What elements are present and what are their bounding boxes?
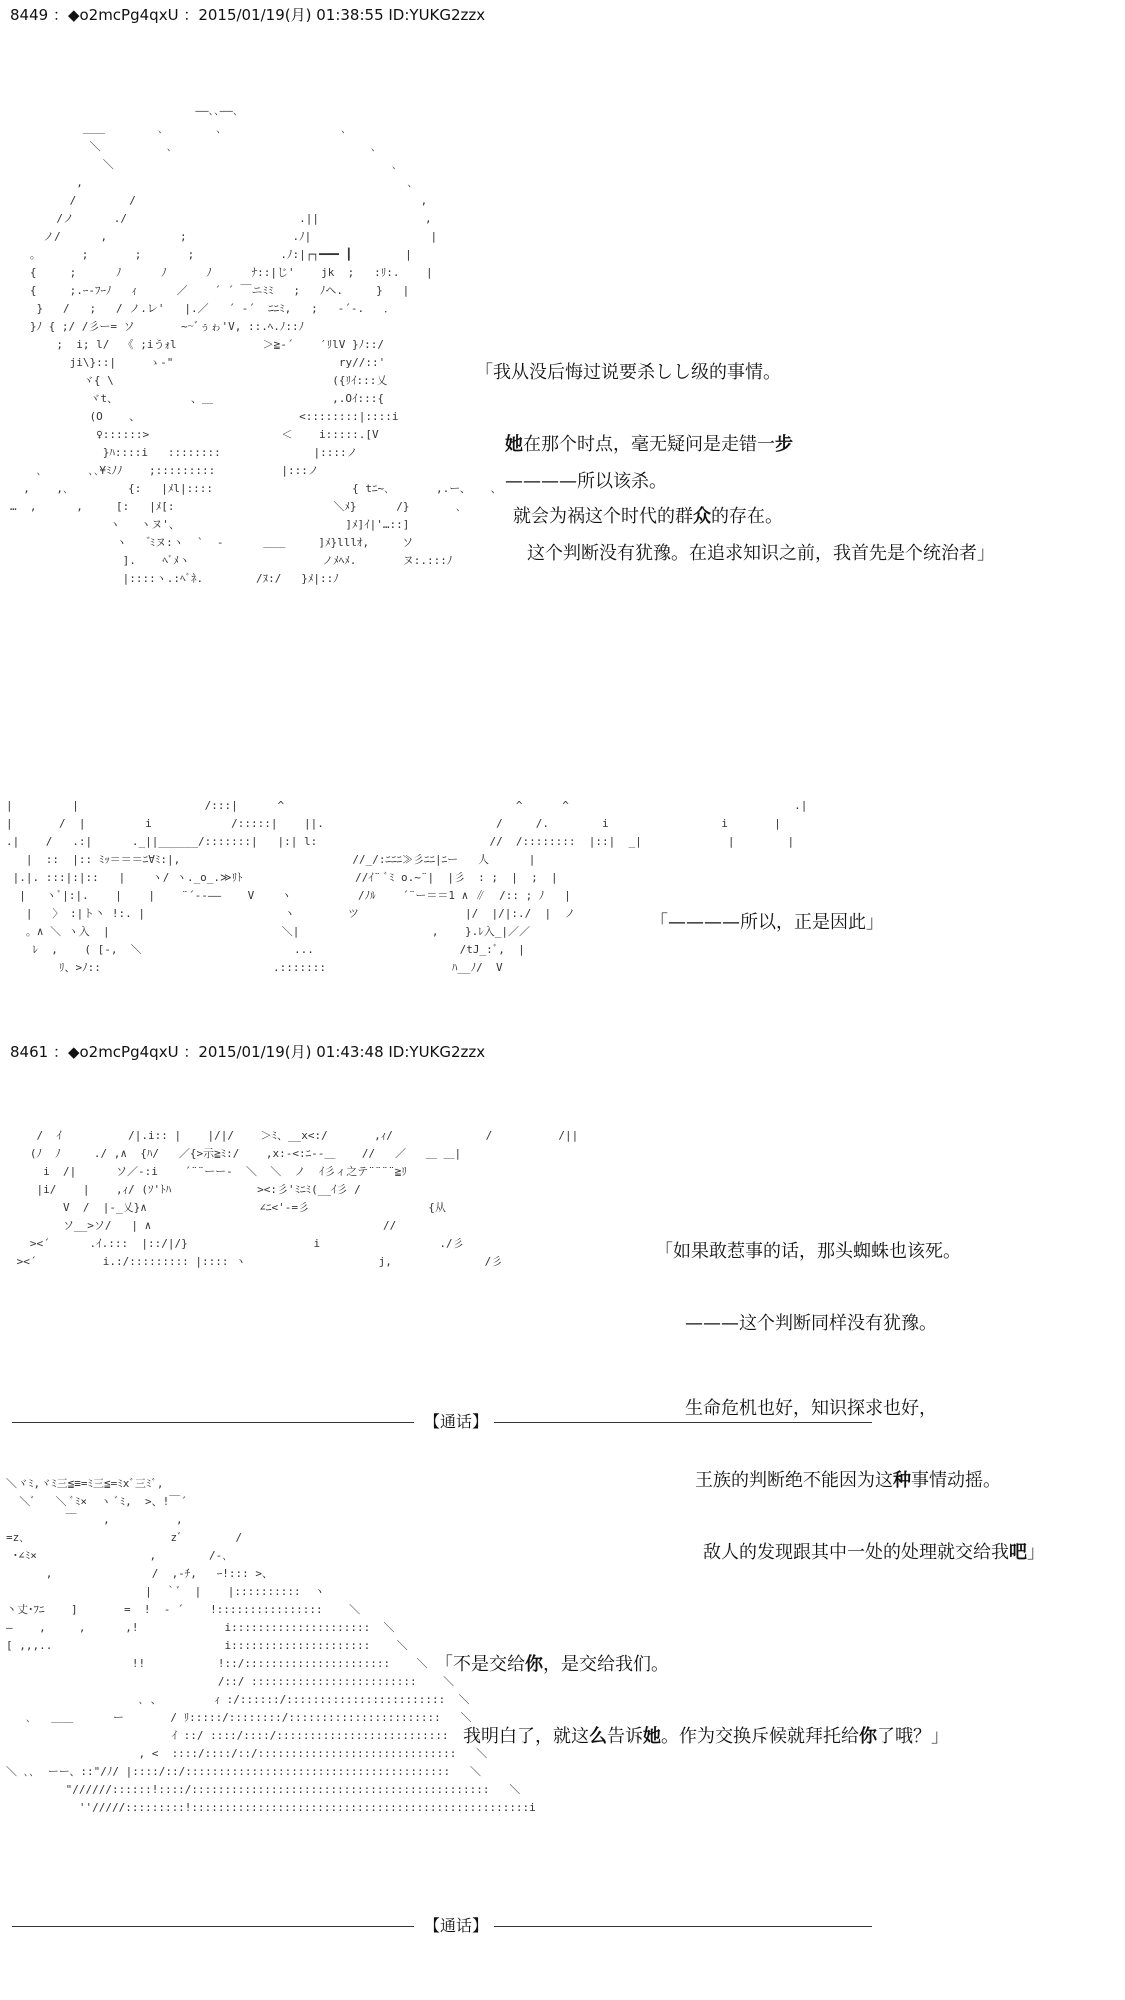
dialogue-line xyxy=(655,1469,1045,1493)
dialogue-line xyxy=(655,1541,1045,1565)
dialogue-line: ————所以该杀。 xyxy=(505,471,667,492)
dialogue-text: 告诉 xyxy=(607,1726,643,1747)
dialogue-line: 「如果敢惹事的话，那头蜘蛛也该死。 xyxy=(655,1241,961,1262)
dialogue-block xyxy=(650,863,884,959)
ascii-art-spider: / ｲ /|.i:: | |/|/ ＞ﾐ、__x<:/ ,ｨ/ / /|| (ﾉ ﾉ ./ ,∧ {ﾊ/ ／{>示≧ﾐ:/ ,x:-<:ﾆ--＿ // ／ ＿ ＿| i /| ソ／-:i ´¨¨ーー- ＼ ＼ ノ ｲ彡ィ之テ¨¨¨¨≧ﾘ |i/ | ,ｨ/ (ｿ'ﾄﾊ ><:彡'ﾐﾆﾐ(__ｲ彡 / V / |-_乂}∧ ∠ﾆ<'-=彡 {从 ソ__>ソ/ | ∧ // ><´ .ｲ.::: |::/|/} i ./彡 ><´ i.:/::::::::: |:::: ヽ j, /彡 xyxy=(16,1129,579,1268)
post-header: 8449 ：◆o2mcPg4qxU ：2015/01/19(月) 01:38:55 ID:YUKG2zzx xyxy=(10,6,486,24)
dialogue-text: ，是交给我们。 xyxy=(543,1654,669,1675)
dialogue-line: 生命危机也好，知识探求也好， xyxy=(685,1398,937,1419)
divider-rule xyxy=(494,1926,872,1927)
dialogue-text: 的存在。 xyxy=(711,506,783,527)
emphasis-text: 吧 xyxy=(1009,1542,1027,1563)
divider-rule xyxy=(494,1422,872,1423)
ascii-art-portrait: ――､､――､ ＿＿ ､ ､ ､ ＼ ､ ､ ＼ ､ , ､ / / , /ノ ./ .|| , ノ/ , ; .ﾉ| | ｡ ; ; ; .ﾉ:|┌┐━━━ ┃ | { ; ﾉ ﾉ ﾉ ﾅ::|じ' jk ; :ﾘ:. | { ;.ｰ-ﾌｰﾉ ｨ ／ ´ ´ ￣ニﾐﾐ ; ﾉヘ. } | } / ; / ノ.レ' |.／ ´ ‐´ ﾆﾆﾐ, ; ‐´‐. ． }ﾉ { ;/ /彡ー= ソ ~~ﾞぅゎ'V, ::.ﾍ.ﾉ::ﾉ ; i; l/ 《 ;iうｫl ＞≧-´ ′ﾘlV }ﾉ::/ ji\}::| ゝ-" ry//::' ヾ{ \ ({ﾘｲ:::乂 ヾt、 、＿ ,.Oｲ:::{ (O 、 <::::::::|::::i ♀::::::> ＜ i:::::.[V }ﾊ::::i :::::::: |::::ノ ､ ､､¥ﾐﾉﾉ ;::::::::: |:::ノ , ,､ {: |ﾒl|:::: { tﾆ~､ ,.ー、 、 … , , [: |ﾒ[: ＼ﾒ} /} ､ ヽ ヽヌ'、 ]ﾒ]ｲ|'…::] ヽ ゙ﾐヌ:ヽ ` - ＿＿ ]ﾒ}lllｵ, ソ ]. ﾍﾞﾒヽ ノﾒﾍﾒ. ヌ:.:::ﾉ |::::ヽ.:ﾍﾞﾈ. /ﾇ:/ }ﾒ|::ﾉ xyxy=(10,104,502,585)
dialogue-line xyxy=(435,1653,949,1677)
post-header: 8461 ：◆o2mcPg4qxU ：2015/01/19(月) 01:43:48 ID:YUKG2zzx xyxy=(10,1043,486,1061)
emphasis-text: 么 xyxy=(589,1726,607,1747)
section-divider xyxy=(12,1916,872,1936)
emphasis-text: 步 xyxy=(775,434,793,455)
emphasis-text: 你 xyxy=(525,1654,543,1675)
divider-rule xyxy=(12,1422,414,1423)
emphasis-text: 众 xyxy=(693,506,711,527)
dialogue-line: ———这个判断同样没有犹豫。 xyxy=(685,1313,937,1334)
dialogue-block xyxy=(505,422,995,590)
dialogue-block xyxy=(435,1605,949,1773)
dialogue-text: 就会为祸这个时代的群 xyxy=(513,506,693,527)
dialogue-text: 了哦？」 xyxy=(877,1726,949,1747)
dialogue-line: 这个判断没有犹豫。在追求知识之前，我首先是个统治者」 xyxy=(527,543,995,564)
section-divider xyxy=(12,1412,872,1432)
dialogue-text: 我明白了，就这 xyxy=(463,1726,589,1747)
dialogue-text: 敌人的发现跟其中一处的处理就交给我 xyxy=(703,1542,1009,1563)
ascii-art-hands: | | /:::| ^ ^ ^ .| | / | i /:::::| ||. / /. i i | .| / .:| ._||______/:::::::| |:| l: // /:::::::: |::| _| | | | :: |:: ﾐｯ＝＝＝ﾆ∀ﾐ:|, //_/:ﾆﾆﾆ≫彡ﾆﾆ|ﾆー 人 | |.|. :::|:|:: | ヽ/ ヽ._o_.≫ﾘﾄ //ｲ¨ ﾞﾐ o.~¨| |彡 : ; | ; | | ヽﾞ|:|. | | ¨´‐-―― V ヽ /ﾉﾙ ´¨ー＝＝1 ∧ ∥ /:: ; ﾉ | | 〉 :|ト丶 !:. | ヽ ツ |/ |/|:./ | ノ 。∧ ＼ ヽ入 | ＼| , }.ﾚ入_|／／ ﾚ , ( [-, ＼ ... /tJ_:ﾞ, | ﾘ、>ﾉ:: .::::::: ﾊ__ﾉ/ V xyxy=(6,799,808,974)
emphasis-text: 她 xyxy=(643,1726,661,1747)
dialogue-text: 。作为交换斥候就拜托给 xyxy=(661,1726,859,1747)
dialogue-line: 「————所以，正是因此」 xyxy=(650,912,884,933)
ascii-art-phone-call: ＼ヾﾐ,ヾﾐ三≦≡=ﾐ三≦=ﾐxﾞ三ﾐﾞ, ＼ﾞ ＼ ﾞﾐ× ヽ ﾞﾐ, >、!￣´ ￣ , , =z､ zﾞ / ･∠ﾐ× , /-､ , / ,-ﾁ, ｰ!::: >、 | ｀ﾞ | |:::::::::: ヽ 丶丈･ﾌﾆ ] = ! ‐ ´ !:::::::::::::::: ＼ ― , , ,! i::::::::::::::::::::: ＼ [ ,,,.. i::::::::::::::::::::: ＼ !! !::/:::::::::::::::::::::: ＼ /::/ ::::::::::::::::::::::::: ＼ ､ 、 ｨ :/::::::/:::::::::::::::::::::::: ＼ ､ ＿＿ ー / ﾘ:::::/::::::::/::::::::::::::::::::::: ＼ ｲ ::/ ::::/::::/:::::::::::::::::::::::::: ＼ , < ::::/::::/::/:::::::::::::::::::::::::::::: ＼ ＼ ､､ ーー、::"/ﾉ/ |::::/::/:::::::::::::::::::::::::::::::::::::::: ＼ "//////::::::!::::/::::::::::::::::::::::::::::::::::::::::::::: ＼ ''/////:::::::::!:::::::::::::::::::::::::::::::::::::::::::::::::::i xyxy=(6,1477,536,1814)
dialogue-line xyxy=(435,1725,949,1749)
emphasis-text: 种 xyxy=(893,1470,911,1491)
divider-rule xyxy=(12,1926,414,1927)
divider-label: 【通话】 xyxy=(424,1916,489,1935)
emphasis-text: 你 xyxy=(859,1726,877,1747)
dialogue-text: 事情动摇。 xyxy=(911,1470,1001,1491)
dialogue-text: 」 xyxy=(1027,1542,1045,1563)
divider-label: 【通话】 xyxy=(424,1412,489,1431)
dialogue-text: 「不是交给 xyxy=(435,1654,525,1675)
dialogue-line: 「我从没后悔过说要杀しし级的事情。 xyxy=(475,362,781,383)
emphasis-text: 她 xyxy=(505,434,523,455)
dialogue-text: 王族的判断绝不能因为这 xyxy=(695,1470,893,1491)
dialogue-text: 在那个时点，毫无疑问是走错一 xyxy=(523,434,775,455)
dialogue-block xyxy=(655,1192,1045,1589)
